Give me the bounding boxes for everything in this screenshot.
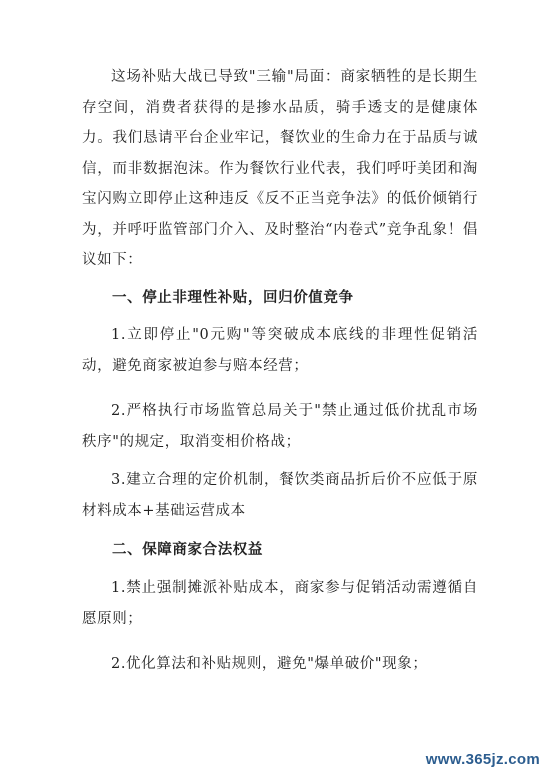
section1-item-2: 2.严格执行市场监管总局关于"禁止通过低价扰乱市场秩序"的规定，取消变相价格战；	[82, 403, 478, 450]
section1-item-3: 3.建立合理的定价机制，餐饮类商品折后价不应低于原材料成本+基础运营成本	[82, 472, 478, 519]
section-heading-stop-subsidies: 一、停止非理性补贴，回归价值竞争	[112, 289, 354, 306]
section-heading-merchant-rights: 二、保障商家合法权益	[112, 541, 263, 558]
section2-item-1: 1.禁止强制摊派补贴成本，商家参与促销活动需遵循自愿原则；	[82, 580, 478, 627]
intro-paragraph: 这场补贴大战已导致"三输"局面：商家牺牲的是长期生存空间，消费者获得的是掺水品质，骑手透支的是健康体力。我们恳请平台企业牢记，餐饮业的生命力在于品质与诚信，而非数据泡沫。作为餐饮行业代表，我们呼吁美团和淘宝闪购立即停止这种违反《反不正当竞争法》的低价倾销行为，并呼吁监管部门介入、及时整治“内卷式”竞争乱象！倡议如下：	[82, 69, 478, 268]
section1-item-1: 1.立即停止"0元购"等突破成本底线的非理性促销活动，避免商家被迫参与赔本经营；	[82, 327, 478, 374]
section2-item-2: 2.优化算法和补贴规则，避免"爆单破价"现象；	[111, 656, 428, 672]
site-watermark: www.365jz.com	[425, 751, 540, 768]
